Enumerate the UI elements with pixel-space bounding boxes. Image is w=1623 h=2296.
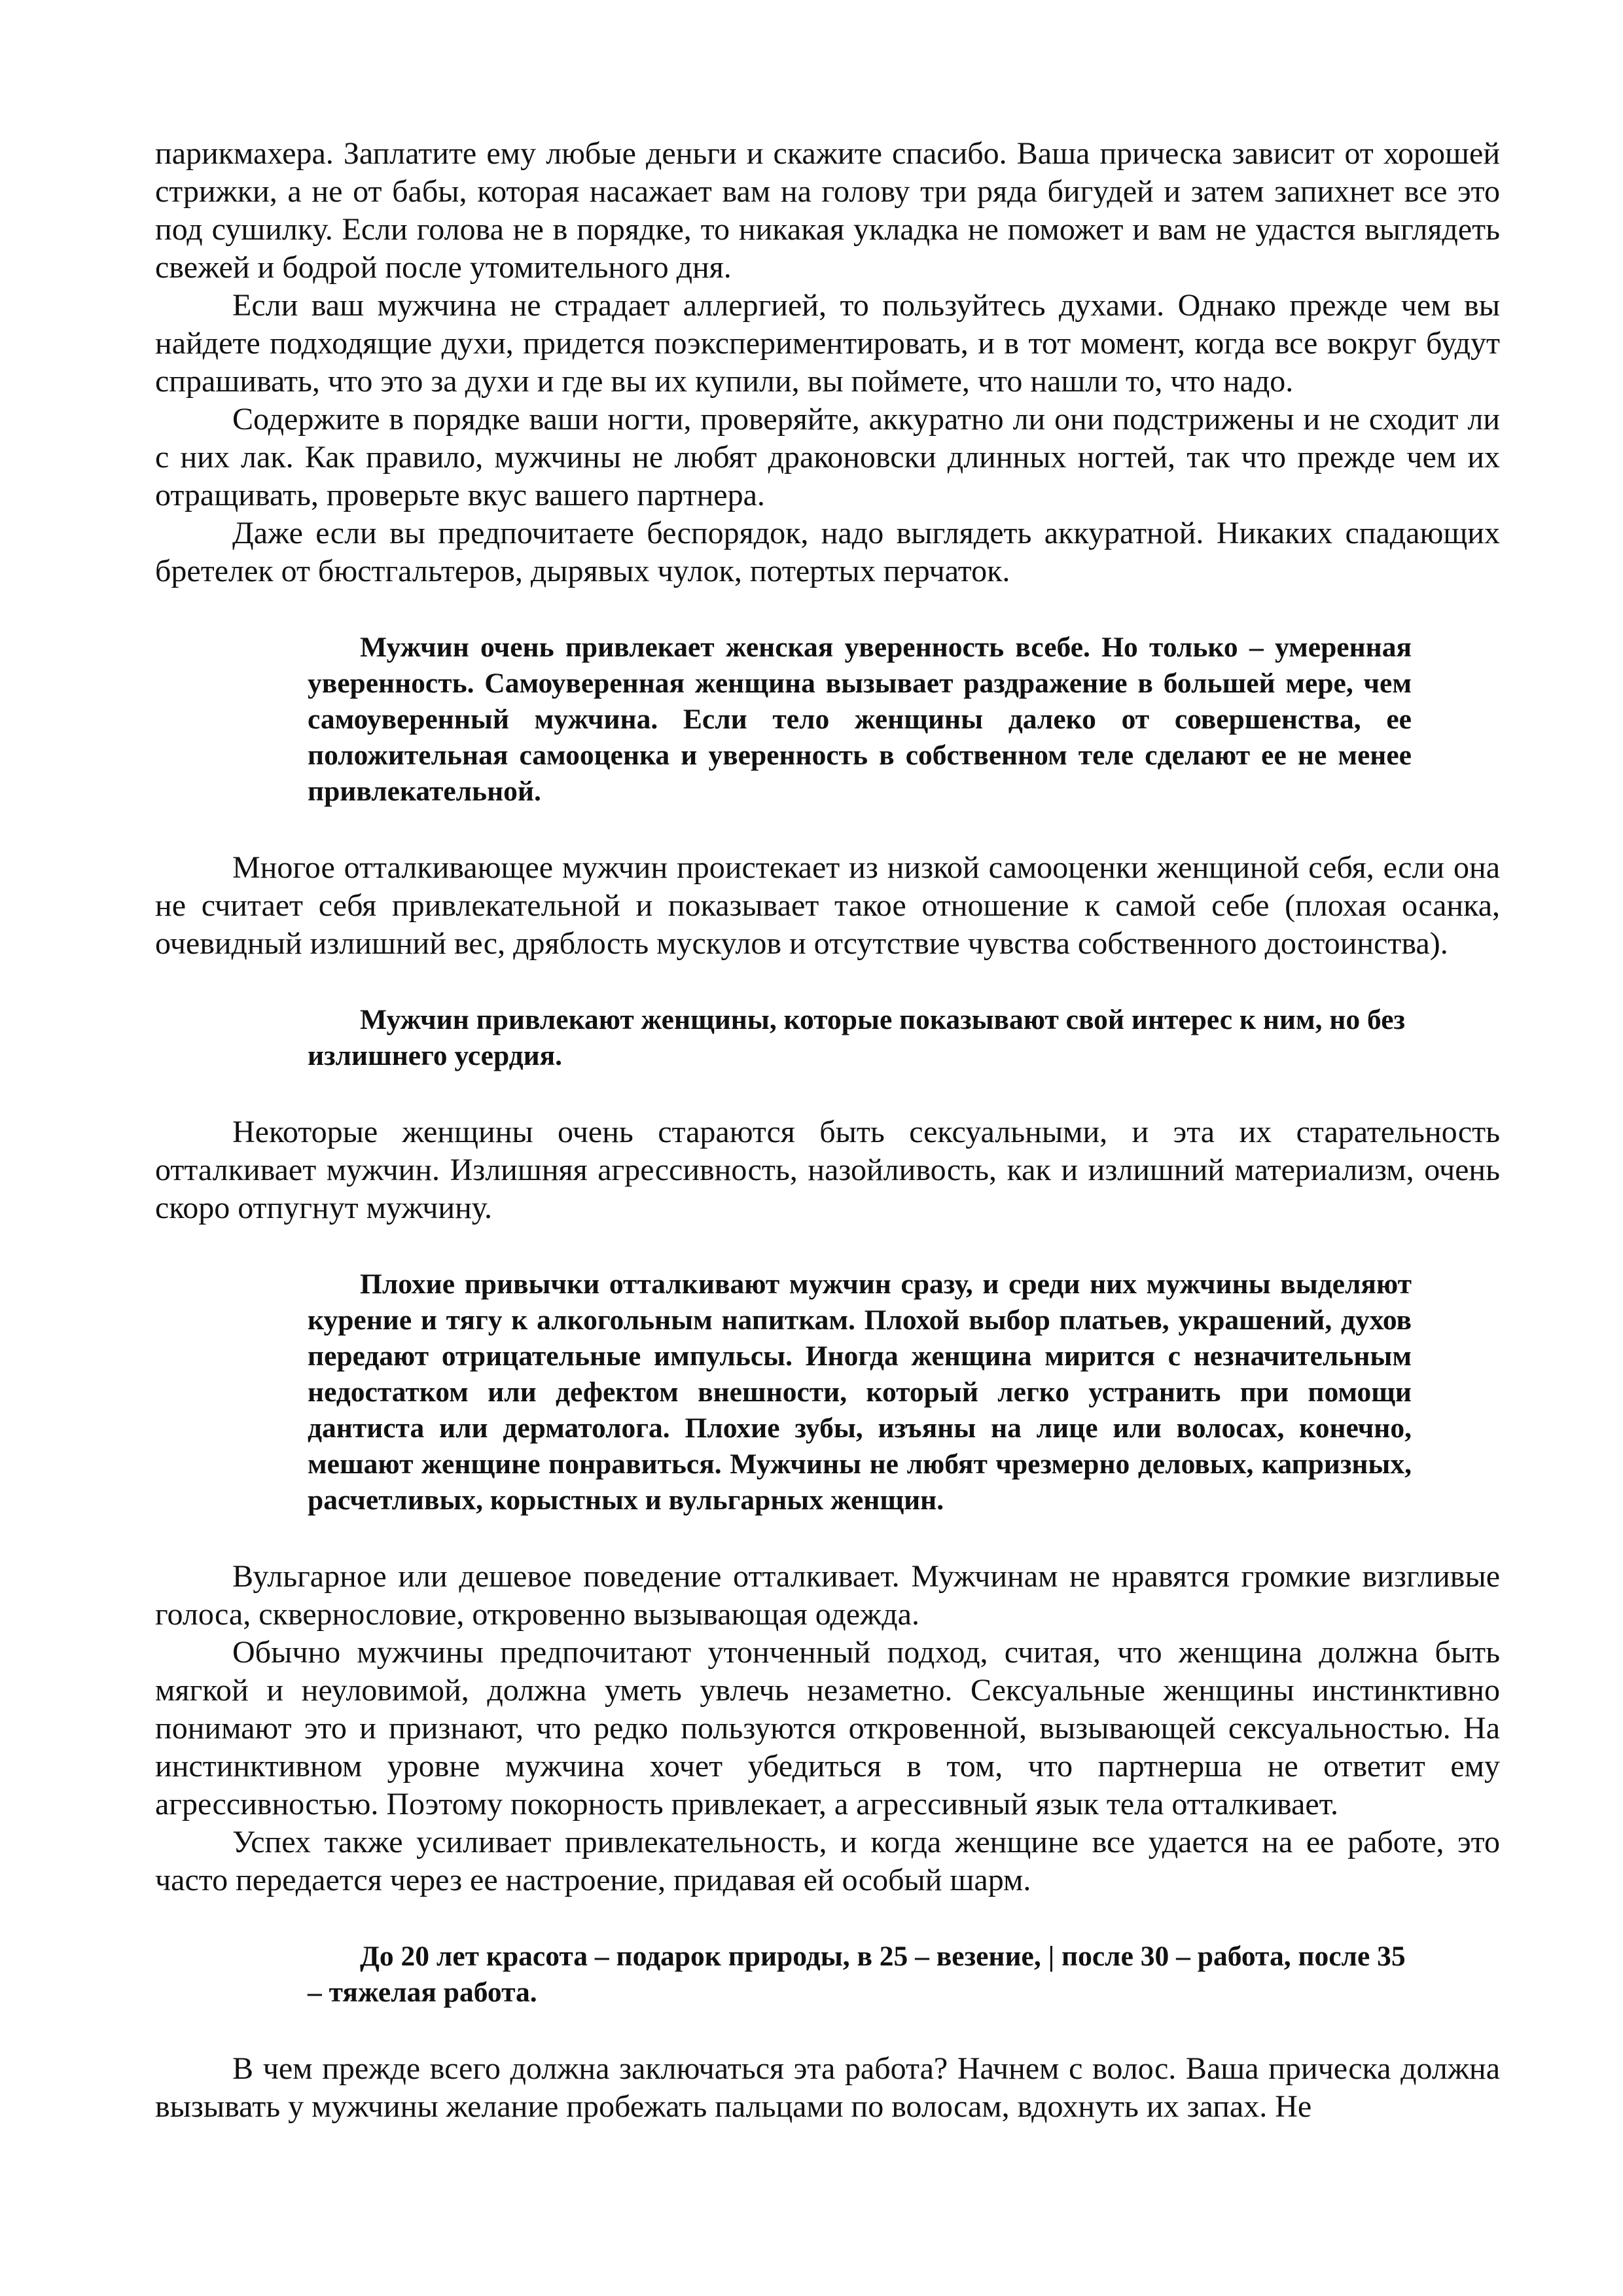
callout-interest: Мужчин привлекают женщины, которые показывают свой интерес к ним, но без излишнего усердия.: [308, 1004, 1405, 1071]
paragraph-perfume: Если ваш мужчина не страдает аллергией, то пользуйтесь духами. Однако прежде чем вы найдете подходящие духи, придется поэкспериментировать, и в тот момент, когда все вокруг будут спрашивать, что это за духи и где вы их купили, вы поймете, что нашли то, что надо.: [155, 288, 1500, 399]
callout-bad-habits: Плохие привычки отталкивают мужчин сразу, и среди них мужчины выделяют курение и тягу к алкогольным напиткам. Плохой выбор платьев, украшений, духов передают отрицательные импульсы. Иногда женщина мирится с незначительным недостатком или дефектом внешности, который легко устранить при помощи дантиста или дерматолога. Плохие зубы, изъяны на лице или волосах, конечно, мешают женщине понравиться. Мужчины не любят чрезмерно деловых, капризных, расчетливых, корыстных и вульгарных женщин.: [308, 1268, 1412, 1516]
paragraph-nails: Содержите в порядке ваши ногти, проверяйте, аккуратно ли они подстрижены и не сходит ли с них лак. Как правило, мужчины не любят драконовски длинных ногтей, так что прежде чем их отращивать, проверьте вкус вашего партнера.: [155, 402, 1500, 512]
paragraph-success: Успех также усиливает привлекательность, и когда женщине все удается на ее работе, это часто передается через ее настроение, придавая ей особый шарм.: [155, 1825, 1500, 1897]
paragraph-hair-work: В чем прежде всего должна заключаться эта работа? Начнем с волос. Ваша прическа должна вызывать у мужчины желание пробежать пальцами по волосам, вдохнуть их запах. Не: [155, 2051, 1500, 2124]
paragraph-subtle-approach: Обычно мужчины предпочитают утонченный подход, считая, что женщина должна быть мягкой и неуловимой, должна уметь увлечь незаметно. Сексуальные женщины инстинктивно понимают это и признают, что редко пользуются откровенной, вызывающей сексуальностью. На инстинктивном уровне мужчина хочет убедиться в том, что партнерша не ответит ему агрессивностью. Поэтому покорность привлекает, а агрессивный язык тела отталкивает.: [155, 1635, 1500, 1821]
callout-confidence: Мужчин очень привлекает женская уверенность всебе. Но только – умеренная уверенность. Самоуверенная женщина вызывает раздражение в большей мере, чем самоуверенный мужчина. Если тело женщины далеко от совершенства, ее положительная самооценка и уверенность в собственном теле сделают ее не менее привлекательной.: [308, 632, 1412, 807]
document-body: [155, 135, 1500, 2126]
paragraph-neatness: Даже если вы предпочитаете беспорядок, надо выглядеть аккуратной. Никаких спадающих бретелек от бюстгальтеров, дырявых чулок, потертых перчаток.: [155, 516, 1500, 588]
paragraph-vulgar: Вульгарное или дешевое поведение отталкивает. Мужчинам не нравятся громкие визгливые голоса, сквернословие, откровенно вызывающая одежда.: [155, 1559, 1500, 1632]
paragraph-sexuality: Некоторые женщины очень стараются быть сексуальными, и эта их старательность отталкивает мужчин. Излишняя агрессивность, назойливость, как и излишний материализм, очень скоро отпугнут мужчину.: [155, 1115, 1500, 1225]
callout-beauty-age: До 20 лет красота – подарок природы, в 25 – везение, | после 30 – работа, после 35 – тяжелая работа.: [308, 1941, 1406, 2008]
paragraph-hairdresser: парикмахера. Заплатите ему любые деньги и скажите спасибо. Ваша прическа зависит от хорошей стрижки, а не от бабы, которая насажает вам на голову три ряда бигудей и затем запихнет все это под сушилку. Если голова не в порядке, то никакая укладка не поможет и вам не удастся выглядеть свежей и бодрой после утомительного дня.: [155, 136, 1500, 285]
paragraph-self-esteem: Многое отталкивающее мужчин проистекает из низкой самооценки женщиной себя, если она не считает себя привлекательной и показывает такое отношение к самой себе (плохая осанка, очевидный излишний вес, дряблость мускулов и отсутствие чувства собственного достоинства).: [155, 850, 1500, 961]
